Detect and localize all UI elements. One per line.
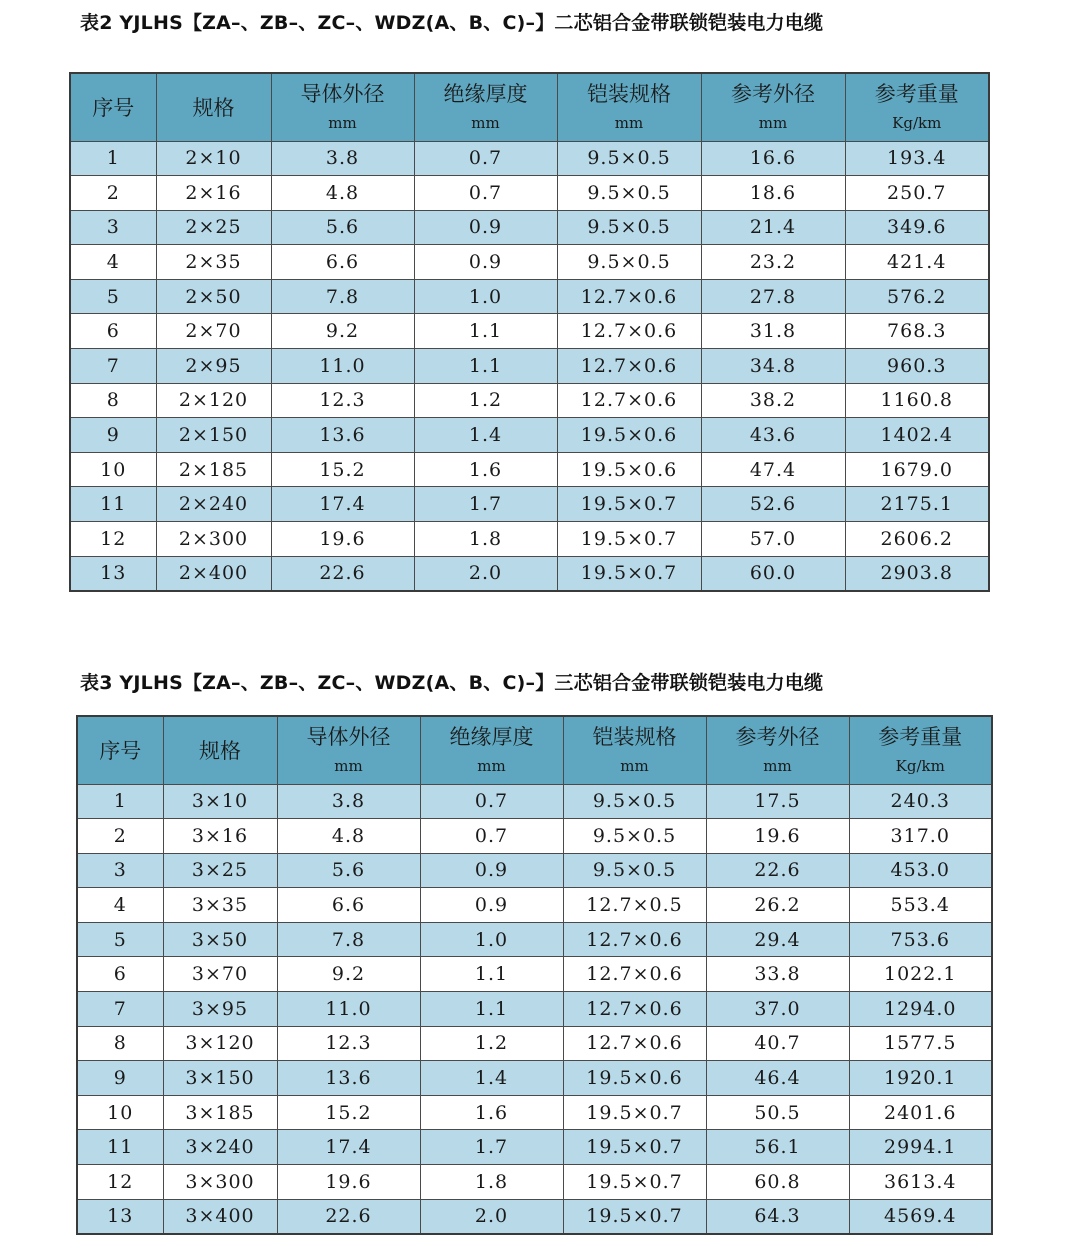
table-row <box>77 992 992 1027</box>
cell-spec: 3×10 <box>163 784 277 819</box>
header-unit: mm <box>614 114 644 133</box>
cell-reference-weight: 753.6 <box>849 922 992 957</box>
table2-title: 表2 YJLHS【ZA–、ZB–、ZC–、WDZ(A、B、C)–】二芯铝合金带联锁铠装电力电缆 <box>80 12 824 34</box>
cell-spec: 2×70 <box>156 314 271 349</box>
table-row <box>70 452 989 487</box>
cell-reference-weight: 553.4 <box>849 888 992 923</box>
header-label: 导体外径 <box>306 725 391 750</box>
header-label: 参考重量 <box>878 725 963 750</box>
header-spec <box>156 73 271 141</box>
cell-reference-weight: 1022.1 <box>849 957 992 992</box>
cell-reference-diameter: 29.4 <box>706 922 849 957</box>
cell-insulation-thickness: 0.9 <box>414 210 557 245</box>
cable-spec-table-2core <box>69 72 990 592</box>
cell-insulation-thickness: 1.2 <box>414 383 557 418</box>
cell-armour-spec: 9.5×0.5 <box>563 784 706 819</box>
cell-conductor-diameter: 7.8 <box>277 922 420 957</box>
header-unit: mm <box>328 114 357 133</box>
header-armour-spec <box>563 716 706 784</box>
cell-reference-diameter: 17.5 <box>706 784 849 819</box>
cell-reference-diameter: 50.5 <box>706 1095 849 1130</box>
cell-armour-spec: 12.7×0.6 <box>557 279 701 314</box>
cell-reference-weight: 317.0 <box>849 819 992 854</box>
header-unit: mm <box>477 757 506 776</box>
cell-insulation-thickness: 1.6 <box>420 1095 563 1130</box>
table-row <box>70 349 989 384</box>
cell-armour-spec: 9.5×0.5 <box>557 245 701 280</box>
table-row <box>70 487 989 522</box>
cell-reference-diameter: 23.2 <box>701 245 845 280</box>
cell-armour-spec: 12.7×0.6 <box>557 349 701 384</box>
header-label: 参考外径 <box>735 725 820 750</box>
table-row <box>70 279 989 314</box>
cell-index: 13 <box>70 556 156 591</box>
cell-insulation-thickness: 0.9 <box>420 853 563 888</box>
cell-index: 1 <box>77 784 163 819</box>
cell-reference-weight: 349.6 <box>845 210 989 245</box>
cell-insulation-thickness: 0.7 <box>420 784 563 819</box>
cell-insulation-thickness: 1.2 <box>420 1026 563 1061</box>
cell-index: 8 <box>77 1026 163 1061</box>
cell-armour-spec: 12.7×0.6 <box>557 383 701 418</box>
header-label: 绝缘厚度 <box>443 82 528 107</box>
cell-reference-weight: 1160.8 <box>845 383 989 418</box>
cell-reference-weight: 1679.0 <box>845 452 989 487</box>
cell-armour-spec: 9.5×0.5 <box>563 853 706 888</box>
cell-insulation-thickness: 1.0 <box>414 279 557 314</box>
cell-armour-spec: 19.5×0.7 <box>557 487 701 522</box>
cell-reference-weight: 2903.8 <box>845 556 989 591</box>
header-unit: mm <box>763 757 792 776</box>
cell-reference-diameter: 16.6 <box>701 141 845 176</box>
cell-index: 4 <box>70 245 156 280</box>
cell-conductor-diameter: 6.6 <box>277 888 420 923</box>
cell-reference-diameter: 52.6 <box>701 487 845 522</box>
cell-index: 2 <box>77 819 163 854</box>
cell-insulation-thickness: 1.1 <box>420 992 563 1027</box>
cell-insulation-thickness: 2.0 <box>420 1199 563 1234</box>
cell-spec: 2×35 <box>156 245 271 280</box>
cell-spec: 2×120 <box>156 383 271 418</box>
cell-reference-diameter: 60.8 <box>706 1165 849 1200</box>
table-header-row <box>77 716 992 784</box>
cell-spec: 3×300 <box>163 1165 277 1200</box>
header-unit: mm <box>620 757 649 776</box>
cell-spec: 3×185 <box>163 1095 277 1130</box>
cell-conductor-diameter: 9.2 <box>277 957 420 992</box>
cell-armour-spec: 19.5×0.6 <box>563 1061 706 1096</box>
cell-armour-spec: 19.5×0.7 <box>557 522 701 557</box>
header-unit: mm <box>334 757 363 776</box>
cell-insulation-thickness: 1.6 <box>414 452 557 487</box>
header-conductor-diameter <box>277 716 420 784</box>
cell-reference-diameter: 33.8 <box>706 957 849 992</box>
cell-conductor-diameter: 13.6 <box>271 418 414 453</box>
cell-conductor-diameter: 5.6 <box>271 210 414 245</box>
cell-index: 12 <box>77 1165 163 1200</box>
table-row <box>77 1095 992 1130</box>
cell-armour-spec: 19.5×0.7 <box>563 1095 706 1130</box>
cell-conductor-diameter: 17.4 <box>271 487 414 522</box>
cell-armour-spec: 19.5×0.7 <box>557 556 701 591</box>
header-armour-spec <box>557 73 701 141</box>
cell-index: 3 <box>70 210 156 245</box>
header-label: 规格 <box>192 96 235 121</box>
cell-armour-spec: 9.5×0.5 <box>557 210 701 245</box>
cell-spec: 3×240 <box>163 1130 277 1165</box>
cell-reference-diameter: 37.0 <box>706 992 849 1027</box>
cell-reference-diameter: 64.3 <box>706 1199 849 1234</box>
cell-reference-weight: 1577.5 <box>849 1026 992 1061</box>
cell-reference-weight: 960.3 <box>845 349 989 384</box>
cell-reference-diameter: 26.2 <box>706 888 849 923</box>
cell-reference-diameter: 43.6 <box>701 418 845 453</box>
cell-conductor-diameter: 6.6 <box>271 245 414 280</box>
cell-armour-spec: 9.5×0.5 <box>563 819 706 854</box>
cell-insulation-thickness: 1.8 <box>420 1165 563 1200</box>
cell-spec: 3×70 <box>163 957 277 992</box>
cell-reference-weight: 2401.6 <box>849 1095 992 1130</box>
cell-spec: 2×240 <box>156 487 271 522</box>
cell-conductor-diameter: 4.8 <box>271 176 414 211</box>
cell-reference-weight: 576.2 <box>845 279 989 314</box>
cell-conductor-diameter: 15.2 <box>277 1095 420 1130</box>
table-row <box>77 888 992 923</box>
cell-conductor-diameter: 3.8 <box>271 141 414 176</box>
header-spec <box>163 716 277 784</box>
cell-index: 1 <box>70 141 156 176</box>
header-reference-diameter <box>701 73 845 141</box>
cell-index: 12 <box>70 522 156 557</box>
cell-spec: 2×25 <box>156 210 271 245</box>
cell-conductor-diameter: 22.6 <box>271 556 414 591</box>
cell-reference-weight: 240.3 <box>849 784 992 819</box>
table-row <box>70 141 989 176</box>
cell-reference-diameter: 40.7 <box>706 1026 849 1061</box>
header-label: 序号 <box>99 739 142 764</box>
cell-spec: 2×150 <box>156 418 271 453</box>
cell-armour-spec: 19.5×0.6 <box>557 452 701 487</box>
cell-armour-spec: 9.5×0.5 <box>557 176 701 211</box>
header-reference-diameter <box>706 716 849 784</box>
cell-conductor-diameter: 19.6 <box>277 1165 420 1200</box>
cell-armour-spec: 12.7×0.6 <box>563 992 706 1027</box>
cell-index: 5 <box>70 279 156 314</box>
table-row <box>77 1026 992 1061</box>
header-insulation-thickness <box>414 73 557 141</box>
cell-conductor-diameter: 15.2 <box>271 452 414 487</box>
cell-index: 8 <box>70 383 156 418</box>
table-row <box>70 522 989 557</box>
table-row <box>77 957 992 992</box>
cell-insulation-thickness: 1.7 <box>414 487 557 522</box>
header-reference-weight <box>845 73 989 141</box>
cell-insulation-thickness: 1.1 <box>414 349 557 384</box>
header-unit: Kg/km <box>895 757 945 776</box>
cell-reference-weight: 453.0 <box>849 853 992 888</box>
cell-reference-diameter: 18.6 <box>701 176 845 211</box>
table3-title: 表3 YJLHS【ZA–、ZB–、ZC–、WDZ(A、B、C)–】三芯铝合金带联锁铠装电力电缆 <box>80 672 824 694</box>
cell-spec: 3×50 <box>163 922 277 957</box>
header-label: 参考外径 <box>731 82 815 107</box>
cell-index: 6 <box>77 957 163 992</box>
cell-insulation-thickness: 1.1 <box>420 957 563 992</box>
cell-conductor-diameter: 9.2 <box>271 314 414 349</box>
cell-index: 6 <box>70 314 156 349</box>
header-label: 规格 <box>199 739 241 764</box>
cell-index: 11 <box>77 1130 163 1165</box>
cell-index: 13 <box>77 1199 163 1234</box>
cell-armour-spec: 12.7×0.5 <box>563 888 706 923</box>
cell-reference-weight: 250.7 <box>845 176 989 211</box>
cell-spec: 3×400 <box>163 1199 277 1234</box>
cell-armour-spec: 19.5×0.7 <box>563 1199 706 1234</box>
header-insulation-thickness <box>420 716 563 784</box>
cell-conductor-diameter: 12.3 <box>271 383 414 418</box>
header-unit: mm <box>758 114 788 133</box>
header-label: 序号 <box>92 96 135 121</box>
cell-reference-weight: 2994.1 <box>849 1130 992 1165</box>
cell-index: 5 <box>77 922 163 957</box>
cell-reference-weight: 4569.4 <box>849 1199 992 1234</box>
cell-index: 3 <box>77 853 163 888</box>
cell-index: 9 <box>77 1061 163 1096</box>
cell-index: 10 <box>70 452 156 487</box>
cell-index: 2 <box>70 176 156 211</box>
header-unit: Kg/km <box>892 114 942 133</box>
cell-reference-weight: 193.4 <box>845 141 989 176</box>
cell-index: 4 <box>77 888 163 923</box>
cell-conductor-diameter: 11.0 <box>271 349 414 384</box>
cell-conductor-diameter: 22.6 <box>277 1199 420 1234</box>
cell-reference-diameter: 38.2 <box>701 383 845 418</box>
cell-insulation-thickness: 1.4 <box>414 418 557 453</box>
header-reference-weight <box>849 716 992 784</box>
cell-spec: 2×400 <box>156 556 271 591</box>
cell-conductor-diameter: 13.6 <box>277 1061 420 1096</box>
cell-reference-weight: 768.3 <box>845 314 989 349</box>
cell-spec: 2×16 <box>156 176 271 211</box>
table-row <box>77 784 992 819</box>
cell-reference-diameter: 21.4 <box>701 210 845 245</box>
header-conductor-diameter <box>271 73 414 141</box>
cell-reference-weight: 2175.1 <box>845 487 989 522</box>
cell-insulation-thickness: 1.4 <box>420 1061 563 1096</box>
cell-armour-spec: 19.5×0.7 <box>563 1165 706 1200</box>
table-row <box>77 1130 992 1165</box>
cell-conductor-diameter: 11.0 <box>277 992 420 1027</box>
cell-spec: 2×10 <box>156 141 271 176</box>
header-index <box>70 73 156 141</box>
cell-armour-spec: 12.7×0.6 <box>563 922 706 957</box>
cell-spec: 3×25 <box>163 853 277 888</box>
cell-reference-weight: 3613.4 <box>849 1165 992 1200</box>
table-row <box>70 210 989 245</box>
cell-reference-diameter: 19.6 <box>706 819 849 854</box>
cell-insulation-thickness: 0.7 <box>420 819 563 854</box>
cell-armour-spec: 12.7×0.6 <box>557 314 701 349</box>
cell-index: 10 <box>77 1095 163 1130</box>
cell-reference-diameter: 57.0 <box>701 522 845 557</box>
cell-insulation-thickness: 0.7 <box>414 176 557 211</box>
header-label: 导体外径 <box>300 82 385 107</box>
cell-spec: 2×185 <box>156 452 271 487</box>
cell-spec: 2×50 <box>156 279 271 314</box>
cell-conductor-diameter: 5.6 <box>277 853 420 888</box>
cell-spec: 2×95 <box>156 349 271 384</box>
cell-insulation-thickness: 0.7 <box>414 141 557 176</box>
cell-index: 7 <box>77 992 163 1027</box>
cell-conductor-diameter: 7.8 <box>271 279 414 314</box>
table-row <box>70 556 989 591</box>
cell-reference-weight: 1402.4 <box>845 418 989 453</box>
cell-spec: 2×300 <box>156 522 271 557</box>
cell-insulation-thickness: 1.1 <box>414 314 557 349</box>
cell-conductor-diameter: 17.4 <box>277 1130 420 1165</box>
cell-insulation-thickness: 1.7 <box>420 1130 563 1165</box>
header-label: 绝缘厚度 <box>449 725 534 750</box>
cell-armour-spec: 19.5×0.7 <box>563 1130 706 1165</box>
table-row <box>77 819 992 854</box>
header-label: 铠装规格 <box>587 82 671 107</box>
cell-reference-weight: 1294.0 <box>849 992 992 1027</box>
cell-conductor-diameter: 3.8 <box>277 784 420 819</box>
cell-reference-diameter: 46.4 <box>706 1061 849 1096</box>
cell-insulation-thickness: 0.9 <box>414 245 557 280</box>
cell-conductor-diameter: 12.3 <box>277 1026 420 1061</box>
cell-insulation-thickness: 1.8 <box>414 522 557 557</box>
cell-reference-weight: 2606.2 <box>845 522 989 557</box>
header-label: 铠装规格 <box>592 725 677 750</box>
cell-reference-diameter: 60.0 <box>701 556 845 591</box>
header-label: 参考重量 <box>874 82 959 107</box>
cell-index: 11 <box>70 487 156 522</box>
cable-spec-table-3core <box>76 715 993 1235</box>
table-row <box>70 245 989 280</box>
cell-conductor-diameter: 4.8 <box>277 819 420 854</box>
cell-spec: 3×120 <box>163 1026 277 1061</box>
cell-reference-diameter: 34.8 <box>701 349 845 384</box>
table-row <box>77 1199 992 1234</box>
cell-insulation-thickness: 2.0 <box>414 556 557 591</box>
cell-index: 9 <box>70 418 156 453</box>
table-row <box>70 418 989 453</box>
cell-reference-diameter: 27.8 <box>701 279 845 314</box>
table-row <box>77 922 992 957</box>
table-row <box>77 1061 992 1096</box>
cell-armour-spec: 12.7×0.6 <box>563 1026 706 1061</box>
cell-armour-spec: 12.7×0.6 <box>563 957 706 992</box>
cell-insulation-thickness: 0.9 <box>420 888 563 923</box>
cell-armour-spec: 9.5×0.5 <box>557 141 701 176</box>
table-row <box>70 176 989 211</box>
cell-spec: 3×150 <box>163 1061 277 1096</box>
cell-spec: 3×35 <box>163 888 277 923</box>
cell-insulation-thickness: 1.0 <box>420 922 563 957</box>
cell-reference-diameter: 22.6 <box>706 853 849 888</box>
cell-conductor-diameter: 19.6 <box>271 522 414 557</box>
header-unit: mm <box>471 114 500 133</box>
table-row <box>77 1165 992 1200</box>
cell-reference-weight: 421.4 <box>845 245 989 280</box>
cell-spec: 3×95 <box>163 992 277 1027</box>
cell-reference-diameter: 31.8 <box>701 314 845 349</box>
cell-index: 7 <box>70 349 156 384</box>
table-row <box>70 314 989 349</box>
table-row <box>70 383 989 418</box>
cell-armour-spec: 19.5×0.6 <box>557 418 701 453</box>
cell-reference-diameter: 47.4 <box>701 452 845 487</box>
cell-reference-weight: 1920.1 <box>849 1061 992 1096</box>
table-row <box>77 853 992 888</box>
table-header-row <box>70 73 989 141</box>
header-index <box>77 716 163 784</box>
cell-spec: 3×16 <box>163 819 277 854</box>
cell-reference-diameter: 56.1 <box>706 1130 849 1165</box>
